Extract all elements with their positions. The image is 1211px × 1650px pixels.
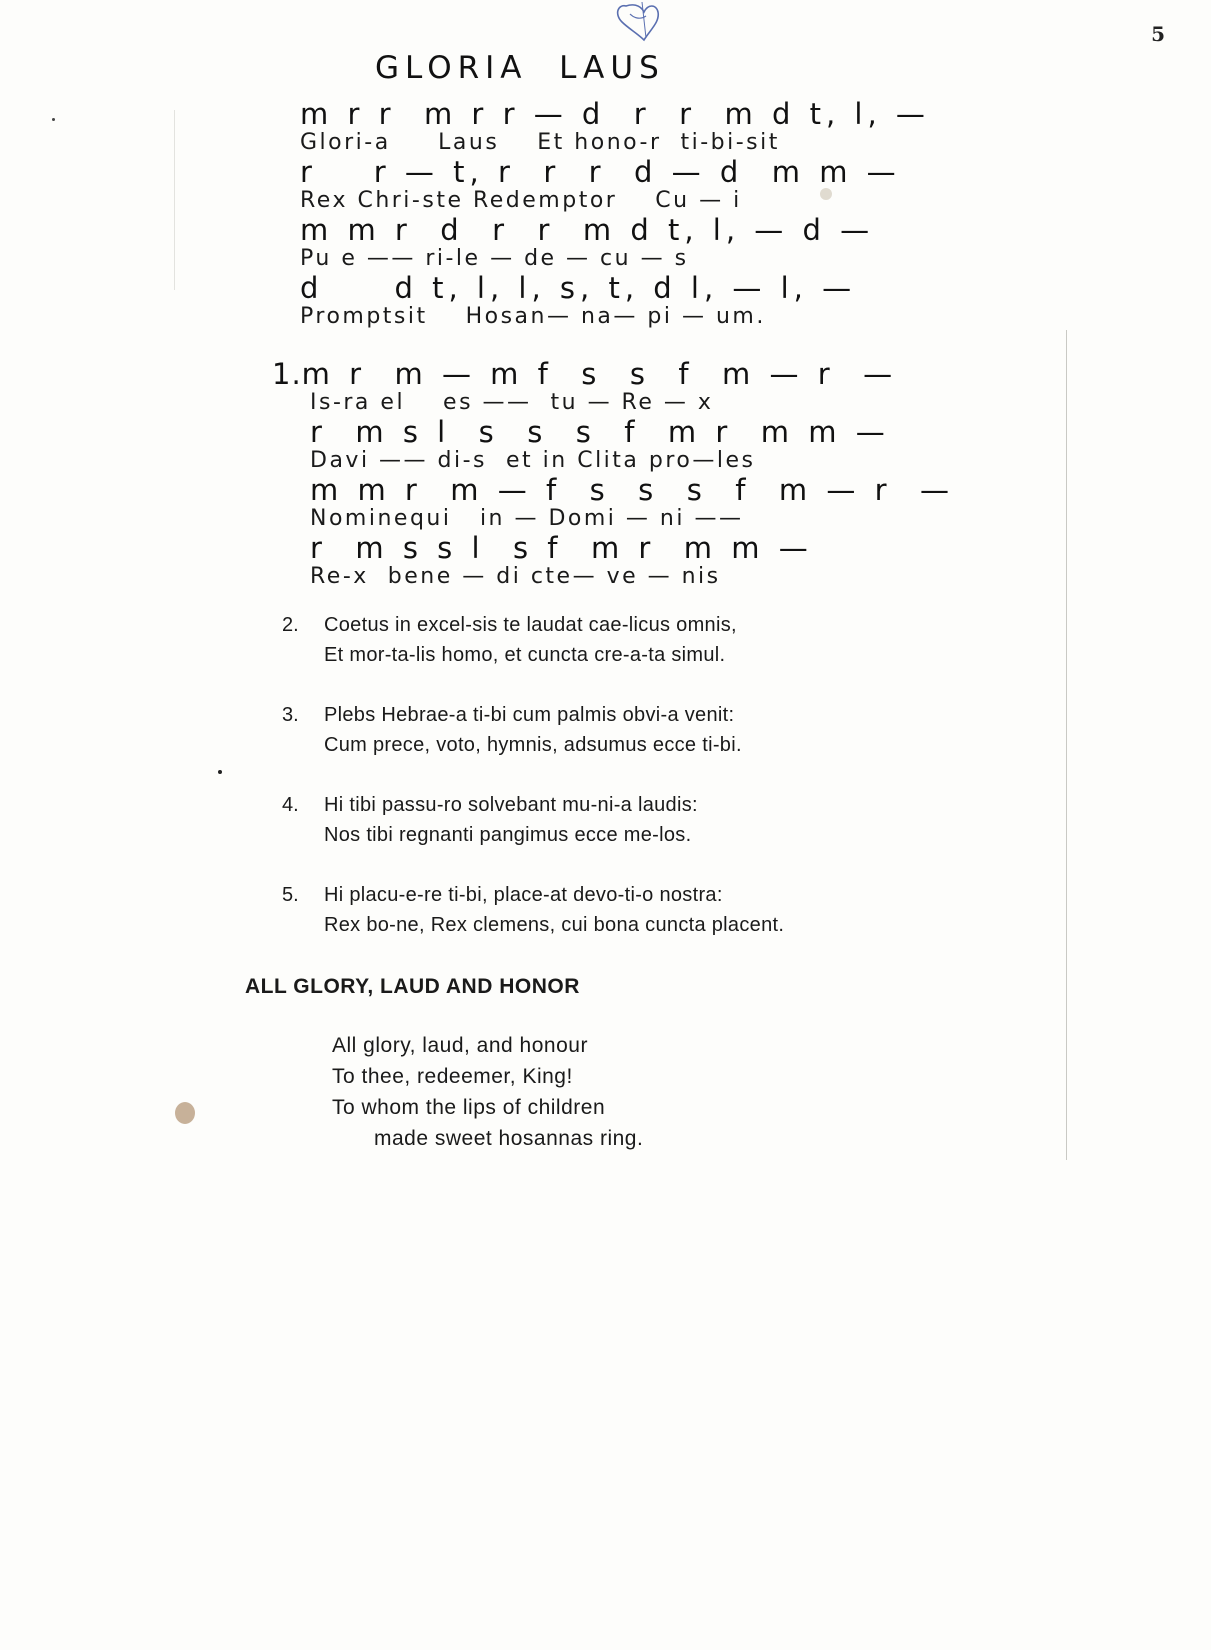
- dust-speck: [52, 118, 55, 121]
- page-number: 5: [1151, 22, 1165, 46]
- solfa-notes: m r m — m f s s f m — r —: [301, 357, 898, 391]
- english-verse-line: All glory, laud, and honour: [332, 1034, 588, 1057]
- stanza: [282, 610, 982, 670]
- verse-1-solfa: [272, 358, 954, 590]
- english-verse: [332, 1030, 643, 1154]
- latin-stanzas: [282, 610, 982, 970]
- lyric-line: Promptsit Hosan— na— pi — um.: [300, 304, 766, 329]
- solfa-notes-line: m m r m — f s s s f m — r —: [310, 473, 954, 507]
- right-margin-line: [1066, 330, 1067, 1160]
- stanza-number: 3.: [282, 704, 299, 726]
- solfa-notes-line: d d t, l, l, s, t, d l, — l, —: [300, 271, 857, 305]
- stanza: [282, 790, 982, 850]
- stanza-line: Coetus in excel-sis te laudat cae-licus omnis,: [324, 614, 737, 636]
- lyric-line: Pu e —— ri-le — de — cu — s: [300, 246, 689, 271]
- stanza: [282, 700, 982, 760]
- stanza-line: Rex bo-ne, Rex clemens, cui bona cuncta placent.: [324, 914, 785, 936]
- left-margin-line: [174, 110, 175, 290]
- solfa-notes-line: [272, 358, 954, 390]
- lyric-line: Is-ra el es —— tu — Re — x: [310, 390, 714, 415]
- stain-spot: [175, 1102, 195, 1124]
- lyric-line: Nominequi in — Domi — ni ——: [310, 506, 744, 531]
- lyric-line: Rex Chri-ste Redemptor Cu — i: [300, 188, 742, 213]
- english-verse-line: To thee, redeemer, King!: [332, 1065, 573, 1088]
- stanza-line: Cum prece, voto, hymnis, adsumus ecce ti-bi.: [324, 734, 742, 756]
- solfa-notes-line: r m s l s s s f m r m m —: [310, 415, 890, 449]
- english-verse-line: made sweet hosannas ring.: [374, 1127, 644, 1150]
- stanza-line: Hi placu-e-re ti-bi, place-at devo-ti-o nostra:: [324, 884, 723, 906]
- stanza-number: 4.: [282, 794, 299, 816]
- solfa-notes-line: r r — t, r r r d — d m m —: [300, 155, 901, 189]
- latin-hymn-title: GLORIA LAUS: [375, 50, 665, 86]
- verse-number: 1.: [272, 357, 302, 391]
- solfa-notes-line: m r r m r r — d r r m d t, l, —: [300, 97, 930, 131]
- stanza-number: 2.: [282, 614, 299, 636]
- stanza-line: Hi tibi passu-ro solvebant mu-ni-a laudis:: [324, 794, 698, 816]
- dust-speck: [218, 770, 222, 774]
- lyric-line: Glori-a Laus Et hono-r ti-bi-sit: [300, 130, 780, 155]
- stanza-number: 5.: [282, 884, 299, 906]
- lyric-line: Re-x bene — di cte— ve — nis: [310, 564, 721, 589]
- stanza-line: Nos tibi regnanti pangimus ecce me-los.: [324, 824, 692, 846]
- stanza-line: Plebs Hebrae-a ti-bi cum palmis obvi-a venit:: [324, 704, 735, 726]
- lyric-line: Davi —— di-s et in Clita pro—les: [310, 448, 756, 473]
- heart-doodle: [612, 0, 672, 44]
- english-hymn-title: ALL GLORY, LAUD AND HONOR: [245, 975, 580, 998]
- solfa-notes-line: r m s s l s f m r m m —: [310, 531, 813, 565]
- refrain-solfa: [300, 98, 930, 330]
- english-verse-line: To whom the lips of children: [332, 1096, 606, 1119]
- solfa-notes-line: m m r d r r m d t, l, — d —: [300, 213, 875, 247]
- stanza: [282, 880, 982, 940]
- stanza-line: Et mor-ta-lis homo, et cuncta cre-a-ta simul.: [324, 644, 726, 666]
